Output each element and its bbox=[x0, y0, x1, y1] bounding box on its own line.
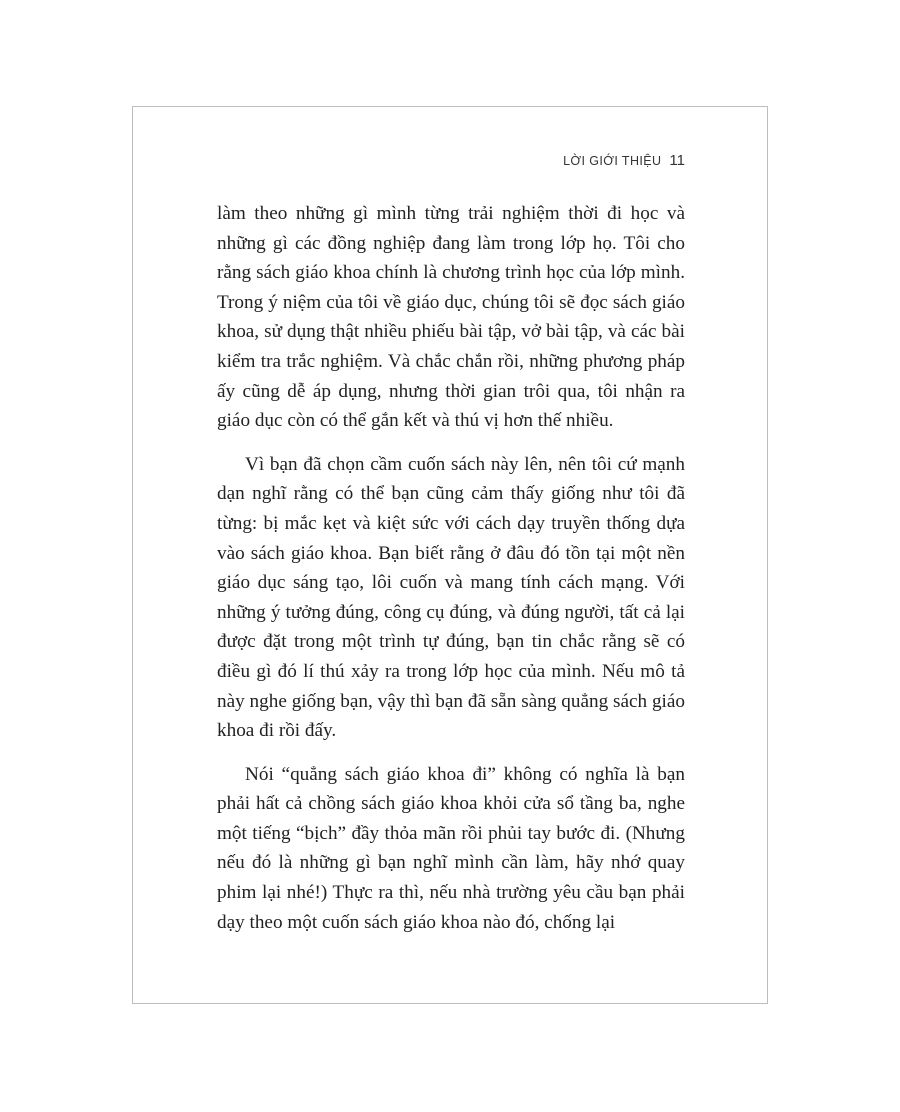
book-page bbox=[132, 106, 768, 1004]
paragraph-2: Vì bạn đã chọn cầm cuốn sách này lên, nên tôi cứ mạnh dạn nghĩ rằng có thể bạn cũng cảm thấy giống như tôi đã từng: bị mắc kẹt và kiệt sức với cách dạy truyền thống dựa vào sách giáo khoa. Bạn biết rằng ở đâu đó tồn tại một nền giáo dục sáng tạo, lôi cuốn và mang tính cách mạng. Với những ý tưởng đúng, công cụ đúng, và đúng người, tất cả lại được đặt trong một trình tự đúng, bạn tin chắc rằng sẽ có điều gì đó lí thú xảy ra trong lớp học của mình. Nếu mô tả này nghe giống bạn, vậy thì bạn đã sẵn sàng quẳng sách giáo khoa đi rồi đấy. bbox=[217, 453, 685, 742]
body-text bbox=[217, 199, 685, 937]
section-title: LỜI GIỚI THIỆU bbox=[563, 154, 662, 168]
running-header bbox=[563, 152, 685, 169]
page-number: 11 bbox=[669, 152, 685, 169]
paragraph-1: làm theo những gì mình từng trải nghiệm thời đi học và những gì các đồng nghiệp đang làm trong lớp họ. Tôi cho rằng sách giáo khoa chính là chương trình học của lớp mình. Trong ý niệm của tôi về giáo dục, chúng tôi sẽ đọc sách giáo khoa, sử dụng thật nhiều phiếu bài tập, vở bài tập, và các bài kiểm tra trắc nghiệm. Và chắc chắn rồi, những phương pháp ấy cũng dễ áp dụng, nhưng thời gian trôi qua, tôi nhận ra giáo dục còn có thể gắn kết và thú vị hơn thế nhiều. bbox=[217, 203, 685, 432]
paragraph-3: Nói “quẳng sách giáo khoa đi” không có nghĩa là bạn phải hất cả chồng sách giáo khoa khỏi cửa sổ tầng ba, nghe một tiếng “bịch” đầy thỏa mãn rồi phủi tay bước đi. (Nhưng nếu đó là những gì bạn nghĩ mình cần làm, hãy nhớ quay phim lại nhé!) Thực ra thì, nếu nhà trường yêu cầu bạn phải dạy theo một cuốn sách giáo khoa nào đó, chống lại bbox=[217, 763, 685, 933]
